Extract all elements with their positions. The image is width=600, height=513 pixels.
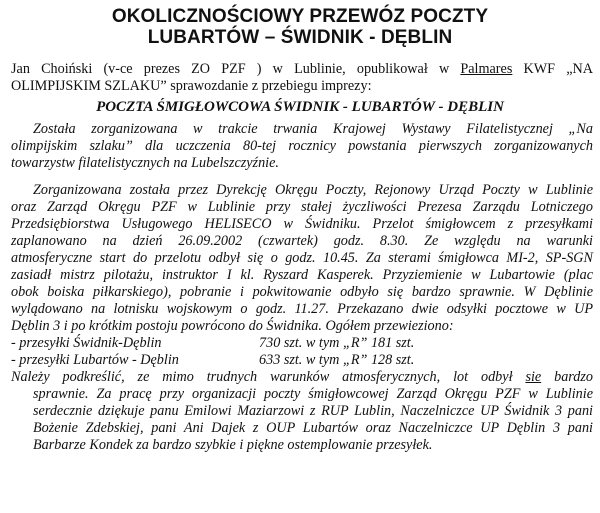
shipment-label: - przesyłki Świdnik-Dęblin [11,335,162,351]
paragraph-2-line: Dęblin 3 i po krótkim postoju powrócono do Świdnika. Ogółem przewieziono: [11,318,454,334]
shipment-row [11,335,593,352]
intro-line-2: OLIMPIJSKIM SZLAKU” sprawozdanie z przebiegu imprezy: [11,78,372,94]
paragraph-3-line: sprawnie. Za pracę przy organizacji poczty śmigłowcowej Zarząd Okręgu PZF w Lublinie [33,386,593,402]
paragraph-2 [11,182,593,335]
paragraph-1-line: olimpijskim szlaku” dla uczczenia 80-tej rocznicy powstania pierwszych zorganizowanych [11,138,593,154]
palmares-word: Palmares [460,61,513,77]
sie-word: sie [525,369,542,385]
paragraph-1-line: Została zorganizowana w trakcie trwania Krajowej Wystawy Filatelistycznej „Na [33,121,593,137]
paragraph-2-line: zasiadł mistrz pilotażu, instruktor I kl. Ryszard Kasperek. Przyziemienie w Lubartowie (plac [11,267,593,283]
shipment-row [11,352,593,369]
paragraph-2-line: Przedsiębiorstwa Usługowego HELISECO w Świdniku. Przelot śmigłowcem z przesyłkami [11,216,593,232]
paragraph-1 [11,121,593,172]
paragraph-2-line: oraz Zarząd Okręgu PZF w Lublinie przy stałej życzliwości Prezesa Zarządu Lotniczego [11,199,593,215]
heading-line-2: LUBARTÓW – ŚWIDNIK - DĘBLIN [147,27,453,48]
paragraph-3-line: Należy podkreślić, ze mimo trudnych warunków atmosferycznych, lot odbył sie bardzo [11,369,594,385]
paragraph-2-line: atmosferyczne start do przelotu odbył się o godz. 10.45. Za sterami śmigłowca MI-2, SP-SGN [11,250,593,266]
paragraph-1-line: towarzystw filatelistycznych na Lubelszczyźnie. [11,155,279,171]
shipments-list [11,335,593,369]
paragraph-3-line: Bożenie Zdebskiej, pani Ani Dajek z OUP Lubartów oraz Naczelniczce UP Dęblin 3 pani [33,420,593,436]
intro-line-1: Jan Choiński (v-ce prezes ZO PZF ) w Lublinie, opublikował w Palmares KWF „NA [11,61,593,77]
heading-line-1: OKOLICZNOŚCIOWY PRZEWÓZ POCZTY [111,6,489,27]
shipment-value: 633 szt. w tym „R” 128 szt. [259,352,415,368]
event-title: POCZTA ŚMIGŁOWCOWA ŚWIDNIK - LUBARTÓW - DĘBLIN [96,99,504,115]
intro [11,61,593,95]
paragraph-2-line: obok boiska piłkarskiego), pobranie i pokwitowanie odbyło się bardzo sprawnie. W Dęblinie [11,284,593,300]
shipment-value: 730 szt. w tym „R” 181 szt. [259,335,415,351]
paragraph-3 [11,369,593,454]
paragraph-2-line: wylądowano na lotnisku wojskowym o godz. 11.27. Przekazano dwie odsyłki pocztowe w UP [11,301,593,317]
paragraph-2-line: zaplanowano na dzień 26.09.2002 (czwartek) godz. 8.30. Ze względu na warunki [11,233,593,249]
paragraph-3-line: serdecznie dziękuje panu Emilowi Maziarzowi z RUP Lublin, Naczelniczce UP Świdnik 3 pani [33,403,593,419]
paragraph-2-line: Zorganizowana została przez Dyrekcję Okręgu Poczty, Rejonowy Urząd Poczty w Lublinie [33,182,593,198]
shipment-label: - przesyłki Lubartów - Dęblin [11,352,179,368]
paragraph-3-line: Barbarze Kondek za bardzo szybkie i piękne ostemplowanie przesyłek. [33,437,433,453]
